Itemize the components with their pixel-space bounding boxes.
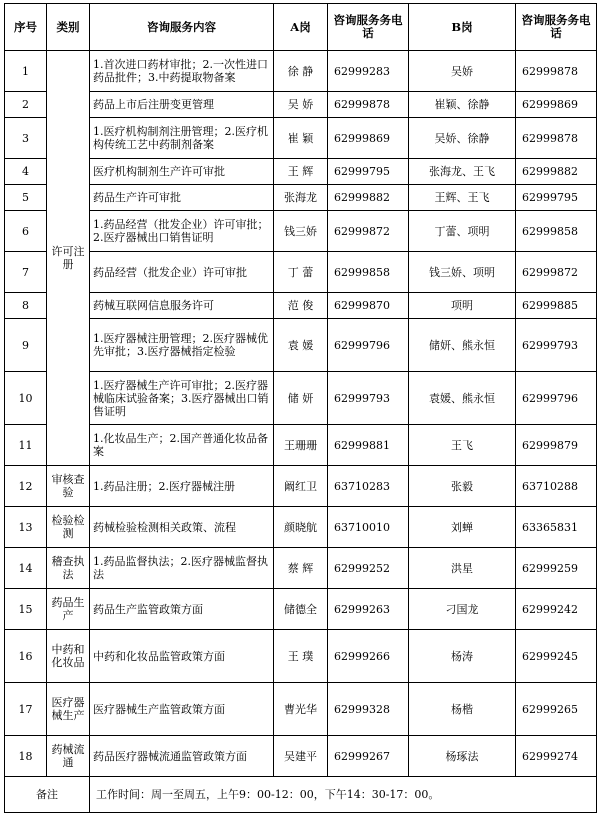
- table-row: [5, 185, 597, 211]
- row-a-person: 袁 媛: [274, 319, 328, 372]
- row-no: 7: [5, 252, 47, 293]
- header-category: 类别: [47, 4, 90, 51]
- row-b-person: 洪星: [409, 548, 516, 589]
- row-b-phone: 62999265: [516, 683, 597, 736]
- row-a-person: 丁 蕾: [274, 252, 328, 293]
- row-content: 药品生产监管政策方面: [90, 589, 274, 630]
- row-b-person: 钱三娇、项明: [409, 252, 516, 293]
- row-a-person: 徐 静: [274, 51, 328, 92]
- row-a-person: 钱三娇: [274, 211, 328, 252]
- table-row: [5, 589, 597, 630]
- row-a-phone: 62999872: [328, 211, 409, 252]
- row-a-phone: 63710010: [328, 507, 409, 548]
- row-a-person: 王珊珊: [274, 425, 328, 466]
- row-a-phone: 62999795: [328, 159, 409, 185]
- row-a-phone: 62999882: [328, 185, 409, 211]
- row-a-person: 储 妍: [274, 372, 328, 425]
- row-content: 医疗机构制剂生产许可审批: [90, 159, 274, 185]
- row-b-person: 杨涛: [409, 630, 516, 683]
- row-a-phone: 62999252: [328, 548, 409, 589]
- row-no: 11: [5, 425, 47, 466]
- row-b-phone: 62999879: [516, 425, 597, 466]
- row-b-person: 储妍、熊永恒: [409, 319, 516, 372]
- row-no: 6: [5, 211, 47, 252]
- row-a-phone: 62999878: [328, 92, 409, 118]
- row-no: 15: [5, 589, 47, 630]
- row-a-phone: 62999881: [328, 425, 409, 466]
- header-a-post: A岗: [274, 4, 328, 51]
- row-a-phone: 62999796: [328, 319, 409, 372]
- row-b-person: 王辉、王飞: [409, 185, 516, 211]
- row-content: 1.医疗机构制剂注册管理；2.医疗机构传统工艺中药制剂备案: [90, 118, 274, 159]
- category-cell: 稽查执法: [47, 548, 90, 589]
- row-no: 1: [5, 51, 47, 92]
- table-row: [5, 507, 597, 548]
- row-a-person: 储德全: [274, 589, 328, 630]
- row-b-person: 袁媛、熊永恒: [409, 372, 516, 425]
- table-row: [5, 92, 597, 118]
- row-no: 17: [5, 683, 47, 736]
- remarks-text: 工作时间：周一至周五，上午9：00-12：00，下午14：30-17：00。: [90, 777, 597, 813]
- row-a-phone: 62999328: [328, 683, 409, 736]
- row-no: 12: [5, 466, 47, 507]
- row-content: 药品医疗器械流通监管政策方面: [90, 736, 274, 777]
- row-b-phone: 62999793: [516, 319, 597, 372]
- row-no: 8: [5, 293, 47, 319]
- row-no: 5: [5, 185, 47, 211]
- table-row: [5, 252, 597, 293]
- row-a-person: 张海龙: [274, 185, 328, 211]
- row-b-phone: 63710288: [516, 466, 597, 507]
- row-b-phone: 62999796: [516, 372, 597, 425]
- row-a-phone: 62999870: [328, 293, 409, 319]
- row-a-phone: 62999869: [328, 118, 409, 159]
- row-content: 药品上市后注册变更管理: [90, 92, 274, 118]
- header-b-phone: 咨询服务务电话: [516, 4, 597, 51]
- table-row: [5, 159, 597, 185]
- row-content: 药械互联网信息服务许可: [90, 293, 274, 319]
- row-a-phone: 62999793: [328, 372, 409, 425]
- row-b-person: 崔颖、徐静: [409, 92, 516, 118]
- row-b-person: 杨楷: [409, 683, 516, 736]
- row-content: 1.药品经营（批发企业）许可审批；2.医疗器械出口销售证明: [90, 211, 274, 252]
- row-a-person: 颜晓航: [274, 507, 328, 548]
- row-b-person: 吴娇、徐静: [409, 118, 516, 159]
- row-b-person: 王飞: [409, 425, 516, 466]
- table-row: [5, 319, 597, 372]
- row-no: 10: [5, 372, 47, 425]
- category-cell: 许可注册: [47, 51, 90, 466]
- row-b-phone: 62999795: [516, 185, 597, 211]
- row-a-person: 王 辉: [274, 159, 328, 185]
- row-b-phone: 62999869: [516, 92, 597, 118]
- row-no: 14: [5, 548, 47, 589]
- row-no: 3: [5, 118, 47, 159]
- row-content: 1.药品注册；2.医疗器械注册: [90, 466, 274, 507]
- row-no: 16: [5, 630, 47, 683]
- row-content: 医疗器械生产监管政策方面: [90, 683, 274, 736]
- row-no: 9: [5, 319, 47, 372]
- row-a-person: 曹光华: [274, 683, 328, 736]
- row-b-person: 刁国龙: [409, 589, 516, 630]
- table-row: [5, 372, 597, 425]
- row-a-person: 蔡 辉: [274, 548, 328, 589]
- row-content: 中药和化妆品监管政策方面: [90, 630, 274, 683]
- row-b-phone: 62999274: [516, 736, 597, 777]
- remarks-label: 备注: [5, 777, 90, 813]
- table-row: [5, 118, 597, 159]
- table-row: [5, 736, 597, 777]
- row-a-person: 范 俊: [274, 293, 328, 319]
- row-b-phone: 62999885: [516, 293, 597, 319]
- row-b-person: 张海龙、王飞: [409, 159, 516, 185]
- row-a-person: 王 璞: [274, 630, 328, 683]
- category-cell: 药品生产: [47, 589, 90, 630]
- header-content: 咨询服务内容: [90, 4, 274, 51]
- category-cell: 中药和化妆品: [47, 630, 90, 683]
- row-content: 1.医疗器械生产许可审批；2.医疗器械临床试验备案；3.医疗器械出口销售证明: [90, 372, 274, 425]
- header-a-phone: 咨询服务务电话: [328, 4, 409, 51]
- row-b-phone: 62999858: [516, 211, 597, 252]
- row-a-phone: 63710283: [328, 466, 409, 507]
- row-a-phone: 62999283: [328, 51, 409, 92]
- table-row: [5, 466, 597, 507]
- row-b-phone: 62999245: [516, 630, 597, 683]
- row-content: 1.医疗器械注册管理；2.医疗器械优先审批；3.医疗器械指定检验: [90, 319, 274, 372]
- row-content: 药品生产许可审批: [90, 185, 274, 211]
- row-a-phone: 62999266: [328, 630, 409, 683]
- category-cell: 审核查验: [47, 466, 90, 507]
- row-a-person: 阚红卫: [274, 466, 328, 507]
- row-a-phone: 62999858: [328, 252, 409, 293]
- category-cell: 药械流通: [47, 736, 90, 777]
- row-b-phone: 63365831: [516, 507, 597, 548]
- row-b-person: 杨琢法: [409, 736, 516, 777]
- row-b-person: 项明: [409, 293, 516, 319]
- row-b-phone: 62999872: [516, 252, 597, 293]
- header-no: 序号: [5, 4, 47, 51]
- row-b-person: 刘蝉: [409, 507, 516, 548]
- header-row: [5, 4, 597, 51]
- category-cell: 医疗器械生产: [47, 683, 90, 736]
- table-row: [5, 425, 597, 466]
- header-b-post: B岗: [409, 4, 516, 51]
- remarks-row: [5, 777, 597, 813]
- row-content: 药械检验检测相关政策、流程: [90, 507, 274, 548]
- row-b-phone: 62999259: [516, 548, 597, 589]
- row-no: 13: [5, 507, 47, 548]
- row-a-phone: 62999267: [328, 736, 409, 777]
- consultation-table: [4, 3, 597, 813]
- row-a-person: 吴建平: [274, 736, 328, 777]
- table-row: [5, 630, 597, 683]
- row-b-phone: 62999878: [516, 118, 597, 159]
- row-content: 药品经营（批发企业）许可审批: [90, 252, 274, 293]
- table-row: [5, 211, 597, 252]
- row-no: 18: [5, 736, 47, 777]
- table-row: [5, 51, 597, 92]
- row-b-phone: 62999878: [516, 51, 597, 92]
- category-cell: 检验检测: [47, 507, 90, 548]
- row-b-person: 吴娇: [409, 51, 516, 92]
- row-content: 1.首次进口药材审批；2.一次性进口药品批件；3.中药提取物备案: [90, 51, 274, 92]
- row-content: 1.化妆品生产；2.国产普通化妆品备案: [90, 425, 274, 466]
- row-no: 2: [5, 92, 47, 118]
- row-b-phone: 62999242: [516, 589, 597, 630]
- row-a-phone: 62999263: [328, 589, 409, 630]
- table-row: [5, 293, 597, 319]
- row-b-person: 丁蕾、项明: [409, 211, 516, 252]
- row-content: 1.药品监督执法；2.医疗器械监督执法: [90, 548, 274, 589]
- row-a-person: 崔 颖: [274, 118, 328, 159]
- row-b-person: 张毅: [409, 466, 516, 507]
- row-a-person: 吴 娇: [274, 92, 328, 118]
- row-b-phone: 62999882: [516, 159, 597, 185]
- row-no: 4: [5, 159, 47, 185]
- table-row: [5, 548, 597, 589]
- table-row: [5, 683, 597, 736]
